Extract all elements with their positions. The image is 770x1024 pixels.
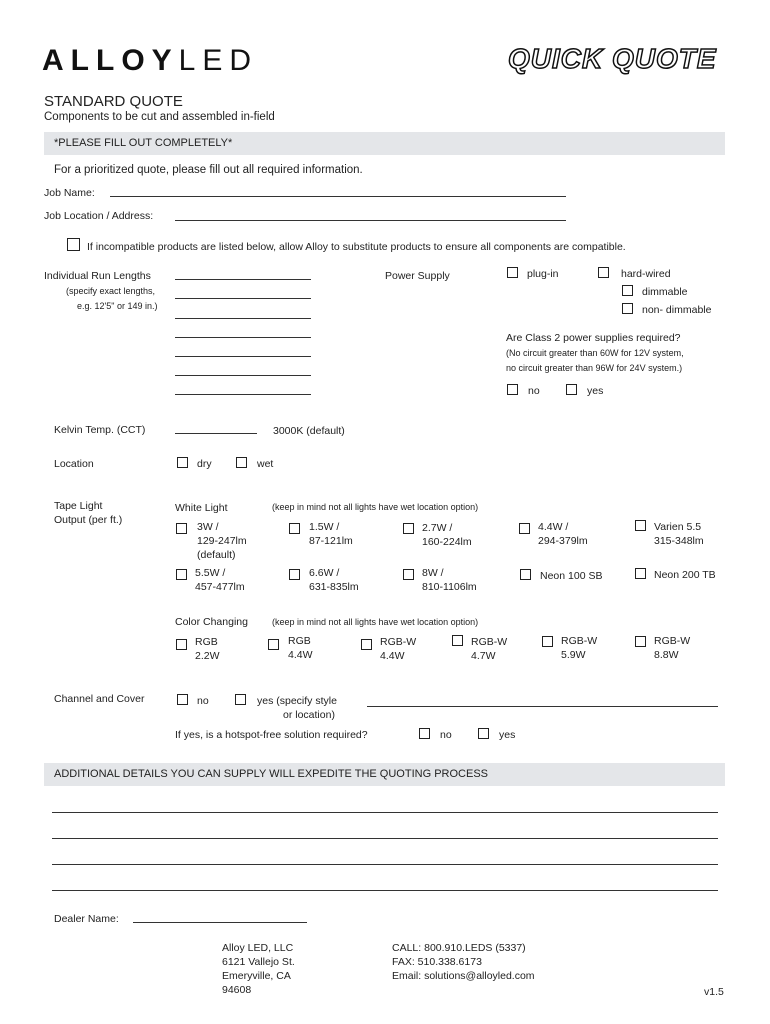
channel-cover-label: Channel and Cover <box>54 693 145 705</box>
white-option: Varien 5.5 315-348lm <box>654 521 704 547</box>
white-option-checkbox[interactable] <box>176 523 187 534</box>
run-length-field[interactable] <box>175 375 311 376</box>
non-dimmable-checkbox[interactable] <box>622 303 633 314</box>
class2-yes-checkbox[interactable] <box>566 384 577 395</box>
dealer-name-label: Dealer Name: <box>54 913 119 925</box>
hard-wired-checkbox[interactable] <box>598 267 609 278</box>
additional-header: ADDITIONAL DETAILS YOU CAN SUPPLY WILL EXPEDITE THE QUOTING PROCESS <box>54 768 488 780</box>
white-option-checkbox[interactable] <box>520 569 531 580</box>
run-length-field[interactable] <box>175 279 311 280</box>
run-lengths-hint-2: e.g. 12'5" or 149 in.) <box>77 301 158 311</box>
plug-in-label: plug-in <box>527 268 559 280</box>
additional-line[interactable] <box>52 812 718 813</box>
color-option-checkbox[interactable] <box>361 639 372 650</box>
white-light-label: White Light <box>175 502 228 514</box>
white-option: 2.7W / 160-224lm <box>422 522 472 548</box>
version-label: v1.5 <box>704 986 724 998</box>
power-supply-label: Power Supply <box>385 270 450 282</box>
channel-yes-label: yes (specify style or location) <box>257 695 337 721</box>
brand-bold: ALLOY <box>42 44 179 77</box>
dry-checkbox[interactable] <box>177 457 188 468</box>
white-option: 4.4W / 294-379lm <box>538 521 588 547</box>
brand-logo <box>42 44 258 78</box>
email-address[interactable]: Email: solutions@alloyled.com <box>392 970 535 982</box>
color-option: RGB-W 5.9W <box>561 635 598 661</box>
company-contact <box>392 941 535 983</box>
job-name-field[interactable] <box>110 196 566 197</box>
white-option-checkbox[interactable] <box>176 569 187 580</box>
additional-line[interactable] <box>52 864 718 865</box>
company-zip: 94608 <box>222 984 252 996</box>
dealer-name-field[interactable] <box>133 922 307 923</box>
color-wet-note: (keep in mind not all lights have wet location option) <box>272 617 479 627</box>
class2-no-label: no <box>528 385 540 397</box>
color-option: RGB 4.4W <box>288 635 313 661</box>
white-option-checkbox[interactable] <box>635 520 646 531</box>
substitute-checkbox[interactable] <box>67 238 80 251</box>
kelvin-field[interactable] <box>175 433 257 434</box>
dry-label: dry <box>197 458 212 470</box>
kelvin-default: 3000K (default) <box>273 425 345 437</box>
class2-note-1: (No circuit greater than 60W for 12V system, <box>506 348 684 358</box>
run-length-field[interactable] <box>175 337 311 338</box>
page-title: STANDARD QUOTE <box>44 93 183 110</box>
call-number: CALL: 800.910.LEDS (5337) <box>392 942 526 954</box>
color-option-checkbox[interactable] <box>268 639 279 650</box>
additional-line[interactable] <box>52 838 718 839</box>
white-option: 6.6W / 631-835lm <box>309 567 359 593</box>
hotspot-no-label: no <box>440 729 452 741</box>
white-option: Neon 200 TB <box>654 569 716 581</box>
hotspot-yes-label: yes <box>499 729 516 741</box>
channel-no-label: no <box>197 695 209 707</box>
location-label: Location <box>54 458 94 470</box>
run-length-field[interactable] <box>175 318 311 319</box>
hotspot-question: If yes, is a hotspot-free solution required? <box>175 729 368 741</box>
color-option-checkbox[interactable] <box>452 635 463 646</box>
color-option: RGB-W 4.7W <box>471 636 508 662</box>
plug-in-checkbox[interactable] <box>507 267 518 278</box>
job-name-label: Job Name: <box>44 187 95 199</box>
company-address <box>222 941 295 997</box>
white-option-checkbox[interactable] <box>519 523 530 534</box>
quick-quote-title: QUICK QUOTE <box>508 43 717 74</box>
color-option: RGB-W 8.8W <box>654 635 691 661</box>
brand-thin: LED <box>178 44 259 77</box>
color-option: RGB 2.2W <box>195 636 220 662</box>
fill-out-text: *PLEASE FILL OUT COMPLETELY* <box>54 137 233 149</box>
additional-line[interactable] <box>52 890 718 891</box>
white-option: 3W / 129-247lm (default) <box>197 521 247 561</box>
tape-output-label: Output (per ft.) <box>54 514 123 526</box>
white-option-checkbox[interactable] <box>635 568 646 579</box>
job-location-label: Job Location / Address: <box>44 210 154 222</box>
run-lengths-label: Individual Run Lengths <box>44 270 151 282</box>
channel-style-field[interactable] <box>367 706 718 707</box>
company-street: 6121 Vallejo St. <box>222 956 295 968</box>
hotspot-no-checkbox[interactable] <box>419 728 430 739</box>
white-option: 1.5W / 87-121lm <box>309 521 353 547</box>
kelvin-label: Kelvin Temp. (CCT) <box>54 424 146 436</box>
hard-wired-label: hard-wired <box>621 268 671 280</box>
color-option: RGB-W 4.4W <box>380 636 417 662</box>
white-option-checkbox[interactable] <box>289 569 300 580</box>
dimmable-label: dimmable <box>642 286 688 298</box>
run-length-field[interactable] <box>175 394 311 395</box>
class2-yes-label: yes <box>587 385 604 397</box>
company-city: Emeryville, CA <box>222 970 291 982</box>
white-option: 8W / 810-1106lm <box>422 567 477 593</box>
white-wet-note: (keep in mind not all lights have wet location option) <box>272 502 479 512</box>
class2-no-checkbox[interactable] <box>507 384 518 395</box>
substitute-text: If incompatible products are listed below, allow Alloy to substitute products to ensure all components are compatible. <box>87 241 626 253</box>
run-length-field[interactable] <box>175 298 311 299</box>
color-option-checkbox[interactable] <box>542 636 553 647</box>
color-changing-label: Color Changing <box>175 616 248 628</box>
white-option-checkbox[interactable] <box>403 523 414 534</box>
class2-note-2: no circuit greater than 96W for 24V system.) <box>506 363 683 373</box>
run-length-field[interactable] <box>175 356 311 357</box>
wet-label: wet <box>257 458 274 470</box>
class2-question: Are Class 2 power supplies required? <box>506 332 681 344</box>
channel-yes-checkbox[interactable] <box>235 694 246 705</box>
white-option: Neon 100 SB <box>540 570 603 582</box>
hotspot-yes-checkbox[interactable] <box>478 728 489 739</box>
prioritized-text: For a prioritized quote, please fill out all required information. <box>54 164 363 176</box>
non-dimmable-label: non- dimmable <box>642 304 712 316</box>
white-option-checkbox[interactable] <box>403 569 414 580</box>
dimmable-checkbox[interactable] <box>622 285 633 296</box>
tape-light-label: Tape Light <box>54 500 103 512</box>
white-option: 5.5W / 457-477lm <box>195 567 245 593</box>
page-subtitle: Components to be cut and assembled in-field <box>44 111 275 123</box>
run-lengths-hint-1: (specify exact lengths, <box>66 286 156 296</box>
job-location-field[interactable] <box>175 220 566 221</box>
color-option-checkbox[interactable] <box>176 639 187 650</box>
channel-no-checkbox[interactable] <box>177 694 188 705</box>
company-name: Alloy LED, LLC <box>222 942 294 954</box>
fax-number: FAX: 510.338.6173 <box>392 956 482 968</box>
wet-checkbox[interactable] <box>236 457 247 468</box>
color-option-checkbox[interactable] <box>635 636 646 647</box>
white-option-checkbox[interactable] <box>289 523 300 534</box>
